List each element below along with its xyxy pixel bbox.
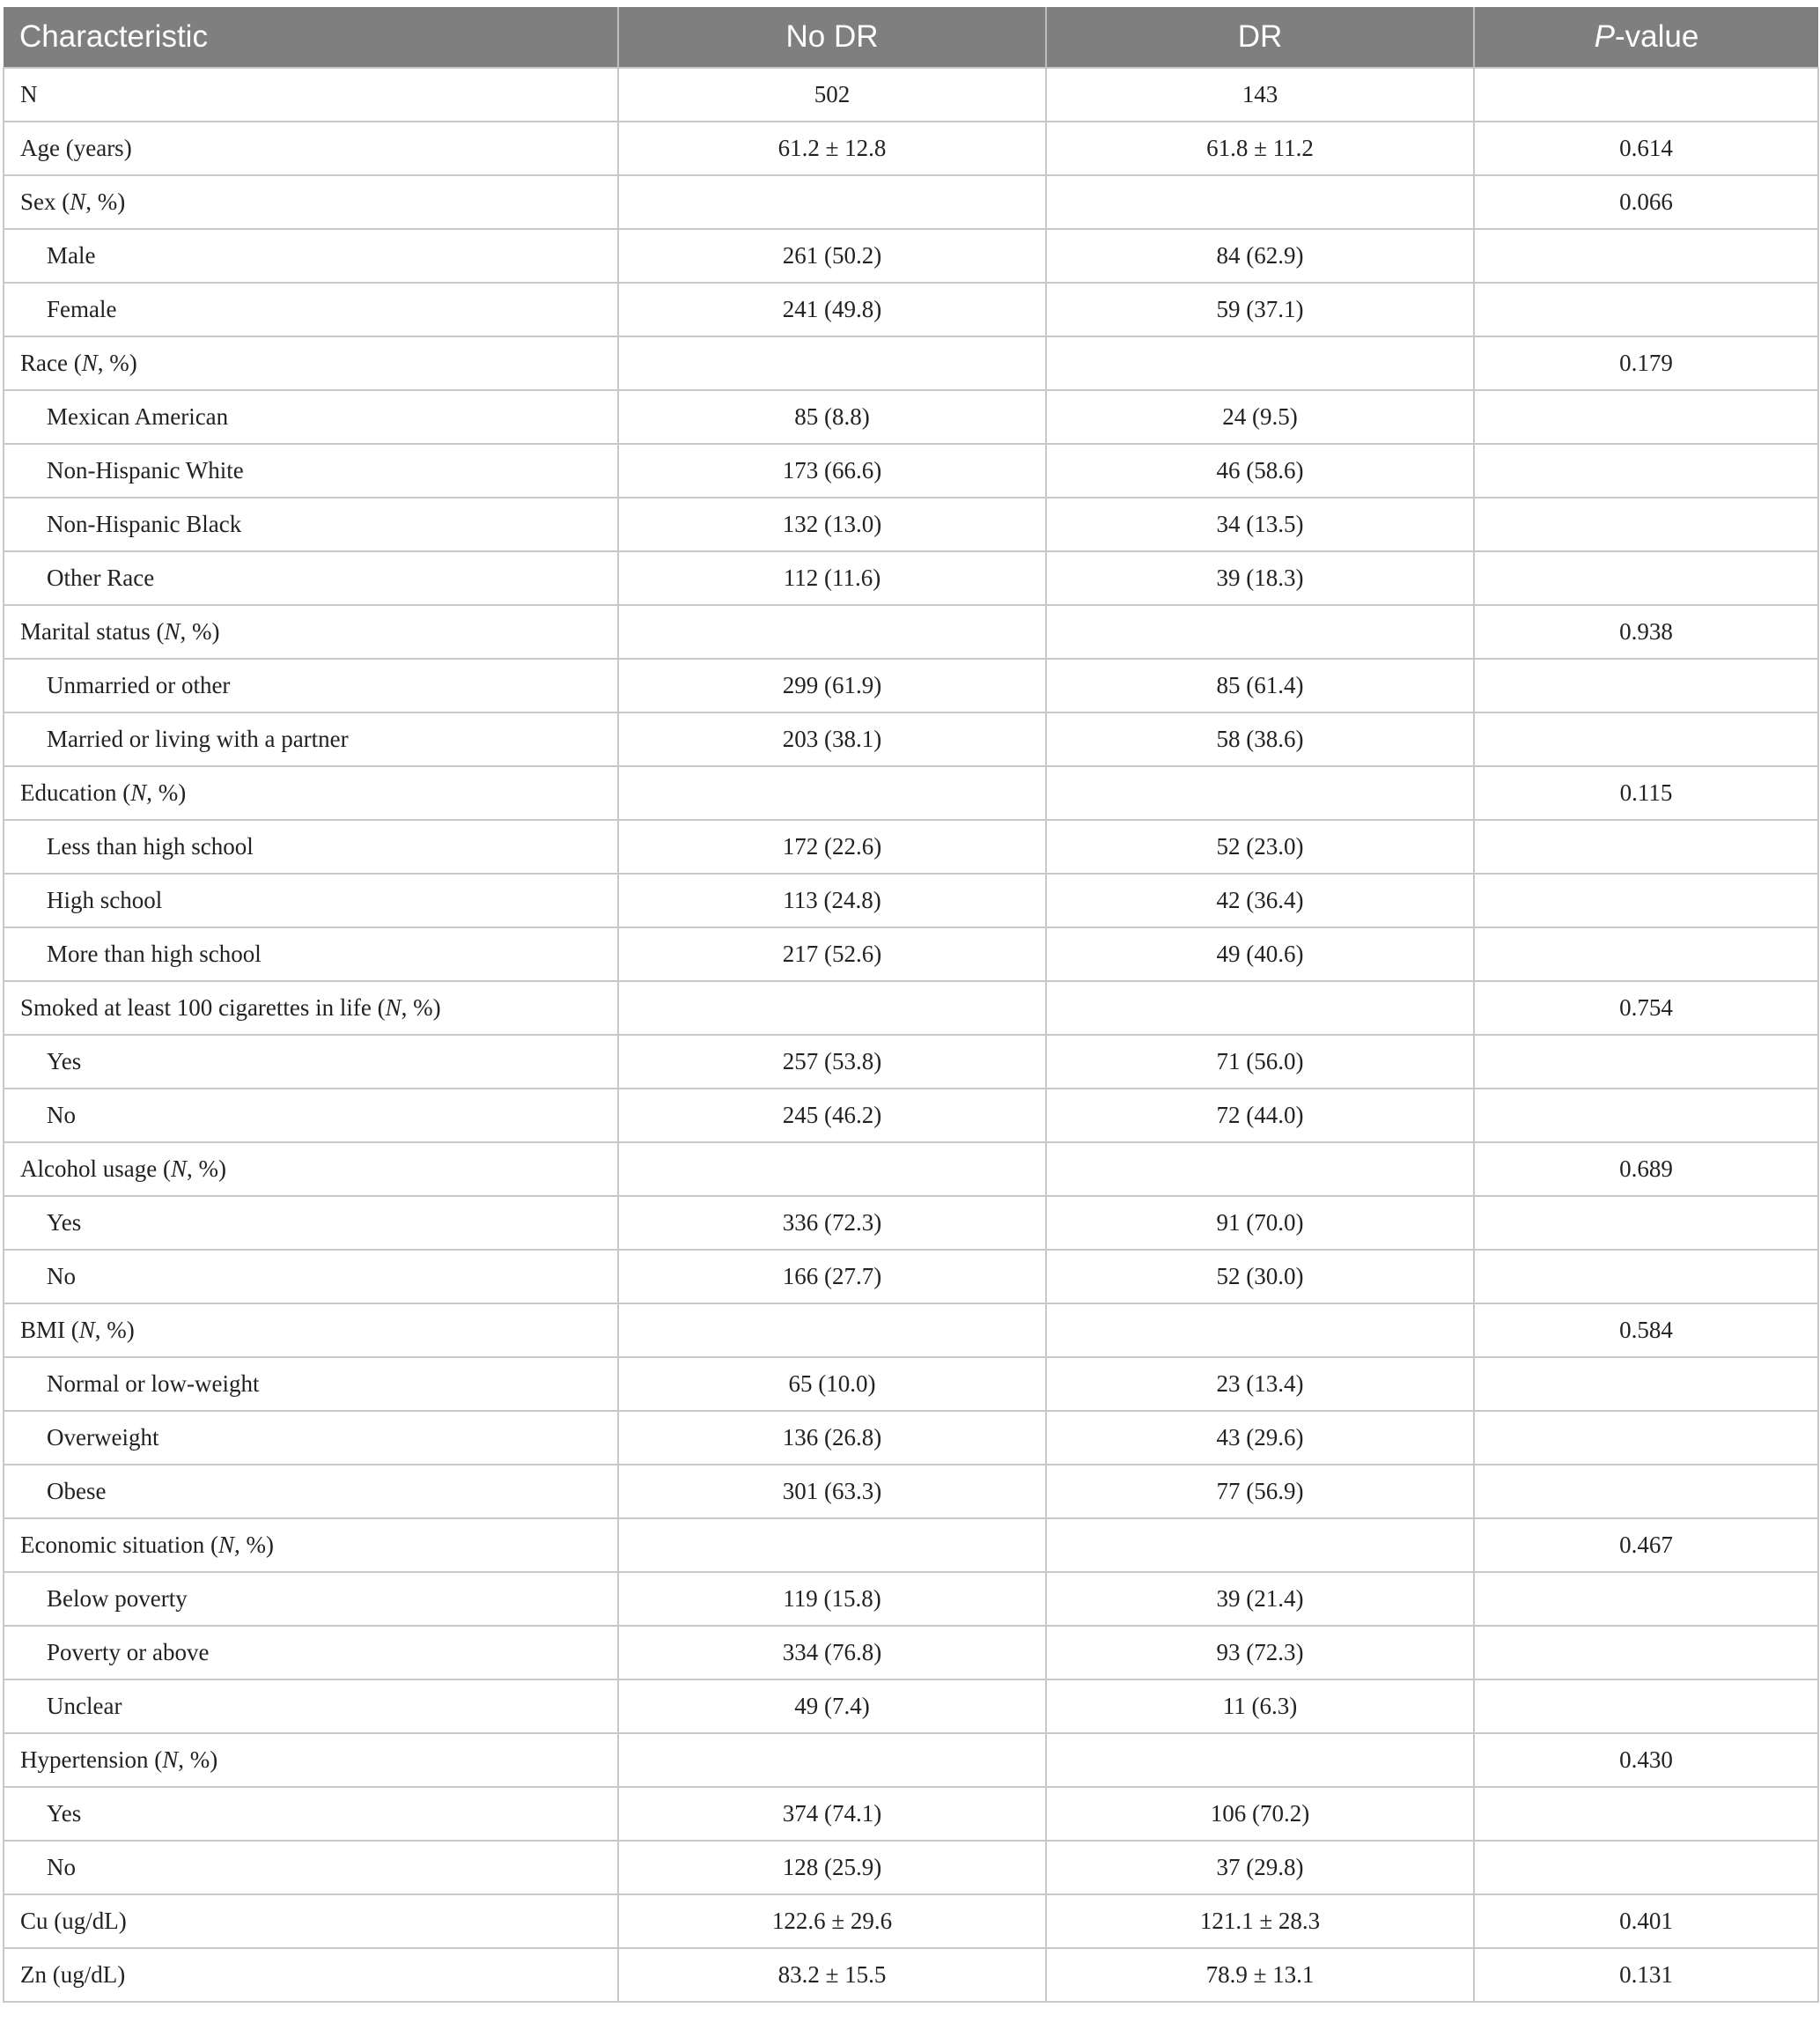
characteristic-label: Education ( <box>20 779 131 806</box>
characteristic-cell <box>4 1948 618 2002</box>
p-value-cell <box>1474 444 1818 498</box>
characteristic-cell <box>4 1411 618 1465</box>
p-value-cell <box>1474 820 1818 874</box>
dr-cell <box>1046 336 1474 390</box>
characteristic-cell <box>4 1626 618 1679</box>
dr-cell: 37 (29.8) <box>1046 1841 1474 1894</box>
table-row <box>4 444 1818 498</box>
characteristic-cell <box>4 1841 618 1894</box>
p-value-cell: 0.938 <box>1474 605 1818 659</box>
p-value-cell <box>1474 1196 1818 1250</box>
dr-cell: 71 (56.0) <box>1046 1035 1474 1089</box>
dr-cell: 52 (23.0) <box>1046 820 1474 874</box>
table-row <box>4 981 1818 1035</box>
characteristic-label: Female <box>47 296 117 322</box>
characteristic-cell <box>4 444 618 498</box>
characteristic-label: Below poverty <box>47 1585 188 1612</box>
characteristic-label: Sex ( <box>20 188 70 215</box>
dr-cell: 77 (56.9) <box>1046 1465 1474 1518</box>
characteristic-cell <box>4 336 618 390</box>
characteristic-label-suffix: , %) <box>85 188 126 215</box>
dr-cell: 23 (13.4) <box>1046 1357 1474 1411</box>
table-row <box>4 1948 1818 2002</box>
table-row <box>4 1303 1818 1357</box>
characteristic-label: Mexican American <box>47 403 229 430</box>
dr-cell: 43 (29.6) <box>1046 1411 1474 1465</box>
characteristic-label-italic: N <box>78 1317 95 1343</box>
characteristic-cell <box>4 1465 618 1518</box>
dr-cell: 93 (72.3) <box>1046 1626 1474 1679</box>
characteristic-label-suffix: , %) <box>178 1746 218 1773</box>
p-value-cell <box>1474 1626 1818 1679</box>
table-header <box>4 7 1818 68</box>
p-value-cell <box>1474 1679 1818 1733</box>
header-p-value-italic: P <box>1594 19 1616 54</box>
no-dr-cell: 502 <box>618 68 1046 122</box>
characteristic-label: Economic situation ( <box>20 1532 218 1558</box>
characteristic-label-suffix: , %) <box>97 350 137 376</box>
dr-cell <box>1046 175 1474 229</box>
characteristic-label: Normal or low-weight <box>47 1370 260 1397</box>
characteristic-cell <box>4 1572 618 1626</box>
p-value-cell: 0.584 <box>1474 1303 1818 1357</box>
no-dr-cell: 241 (49.8) <box>618 283 1046 336</box>
characteristic-label-italic: N <box>162 1746 179 1773</box>
characteristic-cell <box>4 68 618 122</box>
characteristic-cell <box>4 874 618 927</box>
characteristic-label-italic: N <box>385 994 402 1021</box>
no-dr-cell: 132 (13.0) <box>618 498 1046 551</box>
characteristic-label-italic: N <box>170 1155 187 1182</box>
characteristic-cell <box>4 229 618 283</box>
table-row <box>4 820 1818 874</box>
characteristic-cell <box>4 1733 618 1787</box>
characteristic-label-suffix: , %) <box>146 779 187 806</box>
characteristic-label: Hypertension ( <box>20 1746 163 1773</box>
characteristic-label: Smoked at least 100 cigarettes in life ( <box>20 994 386 1021</box>
no-dr-cell: 65 (10.0) <box>618 1357 1046 1411</box>
dr-cell: 24 (9.5) <box>1046 390 1474 444</box>
p-value-cell: 0.131 <box>1474 1948 1818 2002</box>
p-value-cell <box>1474 712 1818 766</box>
characteristic-label: Yes <box>47 1800 82 1827</box>
no-dr-cell: 203 (38.1) <box>618 712 1046 766</box>
characteristic-label-suffix: , %) <box>233 1532 274 1558</box>
no-dr-cell: 245 (46.2) <box>618 1089 1046 1142</box>
no-dr-cell: 119 (15.8) <box>618 1572 1046 1626</box>
characteristic-label-italic: N <box>70 188 86 215</box>
characteristic-cell <box>4 1142 618 1196</box>
no-dr-cell <box>618 1303 1046 1357</box>
characteristic-label: Marital status ( <box>20 618 165 645</box>
header-p-value-rest: -value <box>1615 19 1699 54</box>
dr-cell: 11 (6.3) <box>1046 1679 1474 1733</box>
dr-cell: 91 (70.0) <box>1046 1196 1474 1250</box>
characteristic-label-suffix: , %) <box>180 618 220 645</box>
characteristic-cell <box>4 1787 618 1841</box>
dr-cell: 78.9 ± 13.1 <box>1046 1948 1474 2002</box>
characteristic-cell <box>4 1035 618 1089</box>
characteristic-cell <box>4 659 618 712</box>
dr-cell: 85 (61.4) <box>1046 659 1474 712</box>
dr-cell <box>1046 981 1474 1035</box>
p-value-cell <box>1474 68 1818 122</box>
table-row <box>4 1411 1818 1465</box>
no-dr-cell <box>618 766 1046 820</box>
characteristic-label: Alcohol usage ( <box>20 1155 171 1182</box>
no-dr-cell: 83.2 ± 15.5 <box>618 1948 1046 2002</box>
dr-cell: 42 (36.4) <box>1046 874 1474 927</box>
no-dr-cell: 299 (61.9) <box>618 659 1046 712</box>
table-row <box>4 766 1818 820</box>
characteristic-cell <box>4 766 618 820</box>
characteristic-cell <box>4 605 618 659</box>
characteristic-label: No <box>47 1263 76 1289</box>
p-value-cell <box>1474 1572 1818 1626</box>
dr-cell: 61.8 ± 11.2 <box>1046 122 1474 175</box>
dr-cell: 72 (44.0) <box>1046 1089 1474 1142</box>
characteristic-label-italic: N <box>217 1532 234 1558</box>
no-dr-cell <box>618 1142 1046 1196</box>
p-value-cell <box>1474 498 1818 551</box>
table-row <box>4 1787 1818 1841</box>
p-value-cell: 0.430 <box>1474 1733 1818 1787</box>
table-row <box>4 605 1818 659</box>
p-value-cell: 0.467 <box>1474 1518 1818 1572</box>
characteristic-label: Obese <box>47 1478 107 1504</box>
dr-cell: 143 <box>1046 68 1474 122</box>
header-dr: DR <box>1046 7 1474 68</box>
characteristic-cell <box>4 498 618 551</box>
characteristic-cell <box>4 1894 618 1948</box>
characteristic-cell <box>4 1518 618 1572</box>
characteristic-label: Married or living with a partner <box>47 726 349 752</box>
p-value-cell <box>1474 1465 1818 1518</box>
p-value-cell <box>1474 1250 1818 1303</box>
characteristic-label-suffix: , %) <box>186 1155 226 1182</box>
characteristic-cell <box>4 390 618 444</box>
p-value-cell: 0.179 <box>1474 336 1818 390</box>
dr-cell: 84 (62.9) <box>1046 229 1474 283</box>
table-row <box>4 336 1818 390</box>
characteristic-label: Cu (ug/dL) <box>20 1908 127 1934</box>
characteristic-label: N <box>20 81 38 107</box>
p-value-cell <box>1474 229 1818 283</box>
dr-cell <box>1046 1142 1474 1196</box>
table-row <box>4 498 1818 551</box>
no-dr-cell: 128 (25.9) <box>618 1841 1046 1894</box>
characteristic-label: Unmarried or other <box>47 672 231 698</box>
no-dr-cell: 257 (53.8) <box>618 1035 1046 1089</box>
dr-cell: 39 (21.4) <box>1046 1572 1474 1626</box>
table-row <box>4 390 1818 444</box>
table-row <box>4 1250 1818 1303</box>
characteristic-cell <box>4 981 618 1035</box>
table-row <box>4 659 1818 712</box>
dr-cell: 46 (58.6) <box>1046 444 1474 498</box>
table-row <box>4 68 1818 122</box>
dr-cell <box>1046 1733 1474 1787</box>
no-dr-cell: 61.2 ± 12.8 <box>618 122 1046 175</box>
p-value-cell: 0.614 <box>1474 122 1818 175</box>
characteristic-cell <box>4 1250 618 1303</box>
no-dr-cell: 85 (8.8) <box>618 390 1046 444</box>
table-row <box>4 1142 1818 1196</box>
header-characteristic: Characteristic <box>4 7 618 68</box>
no-dr-cell: 136 (26.8) <box>618 1411 1046 1465</box>
characteristic-label: High school <box>47 887 163 913</box>
characteristic-cell <box>4 712 618 766</box>
header-no-dr: No DR <box>618 7 1046 68</box>
characteristic-label: More than high school <box>47 941 262 967</box>
no-dr-cell: 122.6 ± 29.6 <box>618 1894 1046 1948</box>
characteristic-cell <box>4 1089 618 1142</box>
table-row <box>4 927 1818 981</box>
characteristic-label-italic: N <box>164 618 181 645</box>
p-value-cell <box>1474 283 1818 336</box>
p-value-cell <box>1474 390 1818 444</box>
p-value-cell <box>1474 1411 1818 1465</box>
table-row <box>4 229 1818 283</box>
characteristic-label: Less than high school <box>47 833 254 860</box>
no-dr-cell <box>618 981 1046 1035</box>
table-row <box>4 1841 1818 1894</box>
p-value-cell <box>1474 1841 1818 1894</box>
dr-cell: 106 (70.2) <box>1046 1787 1474 1841</box>
characteristic-label: Zn (ug/dL) <box>20 1961 126 1988</box>
no-dr-cell: 374 (74.1) <box>618 1787 1046 1841</box>
table-row <box>4 874 1818 927</box>
p-value-cell: 0.066 <box>1474 175 1818 229</box>
dr-cell: 49 (40.6) <box>1046 927 1474 981</box>
characteristic-label: Age (years) <box>20 135 132 161</box>
characteristic-cell <box>4 820 618 874</box>
header-row <box>4 7 1818 68</box>
no-dr-cell: 113 (24.8) <box>618 874 1046 927</box>
table-row <box>4 1894 1818 1948</box>
characteristic-label: Poverty or above <box>47 1639 210 1665</box>
no-dr-cell: 336 (72.3) <box>618 1196 1046 1250</box>
no-dr-cell: 172 (22.6) <box>618 820 1046 874</box>
table-row <box>4 712 1818 766</box>
characteristic-label: BMI ( <box>20 1317 79 1343</box>
p-value-cell <box>1474 1035 1818 1089</box>
no-dr-cell: 166 (27.7) <box>618 1250 1046 1303</box>
characteristic-cell <box>4 1196 618 1250</box>
characteristic-cell <box>4 283 618 336</box>
table-row <box>4 1465 1818 1518</box>
p-value-cell <box>1474 874 1818 927</box>
characteristic-label: No <box>47 1102 76 1128</box>
no-dr-cell: 261 (50.2) <box>618 229 1046 283</box>
characteristic-label: Yes <box>47 1048 82 1074</box>
dr-cell: 59 (37.1) <box>1046 283 1474 336</box>
table-body <box>4 68 1818 2002</box>
p-value-cell <box>1474 1357 1818 1411</box>
table-row <box>4 175 1818 229</box>
header-p-value <box>1474 7 1818 68</box>
no-dr-cell <box>618 605 1046 659</box>
characteristic-cell <box>4 122 618 175</box>
p-value-cell: 0.689 <box>1474 1142 1818 1196</box>
p-value-cell <box>1474 1787 1818 1841</box>
characteristic-label: Male <box>47 242 96 269</box>
characteristics-table <box>3 7 1819 2003</box>
no-dr-cell: 301 (63.3) <box>618 1465 1046 1518</box>
no-dr-cell <box>618 1733 1046 1787</box>
table-row <box>4 1572 1818 1626</box>
characteristic-label: Non-Hispanic White <box>47 457 244 484</box>
p-value-cell <box>1474 551 1818 605</box>
characteristic-label: No <box>47 1854 76 1880</box>
p-value-cell: 0.401 <box>1474 1894 1818 1948</box>
table-row <box>4 283 1818 336</box>
p-value-cell: 0.115 <box>1474 766 1818 820</box>
dr-cell <box>1046 1518 1474 1572</box>
dr-cell <box>1046 1303 1474 1357</box>
dr-cell: 52 (30.0) <box>1046 1250 1474 1303</box>
characteristic-cell <box>4 927 618 981</box>
characteristic-label: Other Race <box>47 565 155 591</box>
p-value-cell <box>1474 927 1818 981</box>
dr-cell: 58 (38.6) <box>1046 712 1474 766</box>
table-row <box>4 1196 1818 1250</box>
table-row <box>4 1626 1818 1679</box>
no-dr-cell: 112 (11.6) <box>618 551 1046 605</box>
no-dr-cell <box>618 175 1046 229</box>
table-row <box>4 1357 1818 1411</box>
no-dr-cell: 217 (52.6) <box>618 927 1046 981</box>
dr-cell <box>1046 605 1474 659</box>
table-row <box>4 1089 1818 1142</box>
no-dr-cell <box>618 336 1046 390</box>
characteristic-label: Yes <box>47 1209 82 1236</box>
characteristic-label-suffix: , %) <box>94 1317 135 1343</box>
characteristic-label: Overweight <box>47 1424 159 1451</box>
dr-cell: 39 (18.3) <box>1046 551 1474 605</box>
characteristic-cell <box>4 551 618 605</box>
characteristic-label: Unclear <box>47 1693 122 1719</box>
characteristic-label: Race ( <box>20 350 82 376</box>
characteristic-label: Non-Hispanic Black <box>47 511 242 537</box>
characteristic-cell <box>4 1303 618 1357</box>
table-row <box>4 1518 1818 1572</box>
dr-cell <box>1046 766 1474 820</box>
table-row <box>4 551 1818 605</box>
characteristic-label-italic: N <box>130 779 147 806</box>
table-row <box>4 1035 1818 1089</box>
p-value-cell <box>1474 659 1818 712</box>
characteristic-cell <box>4 175 618 229</box>
no-dr-cell: 334 (76.8) <box>618 1626 1046 1679</box>
table-row <box>4 1733 1818 1787</box>
p-value-cell <box>1474 1089 1818 1142</box>
dr-cell: 121.1 ± 28.3 <box>1046 1894 1474 1948</box>
characteristic-label-suffix: , %) <box>401 994 441 1021</box>
no-dr-cell: 49 (7.4) <box>618 1679 1046 1733</box>
no-dr-cell: 173 (66.6) <box>618 444 1046 498</box>
p-value-cell: 0.754 <box>1474 981 1818 1035</box>
table-row <box>4 122 1818 175</box>
characteristic-cell <box>4 1679 618 1733</box>
no-dr-cell <box>618 1518 1046 1572</box>
dr-cell: 34 (13.5) <box>1046 498 1474 551</box>
table-row <box>4 1679 1818 1733</box>
characteristic-label-italic: N <box>81 350 98 376</box>
characteristic-cell <box>4 1357 618 1411</box>
